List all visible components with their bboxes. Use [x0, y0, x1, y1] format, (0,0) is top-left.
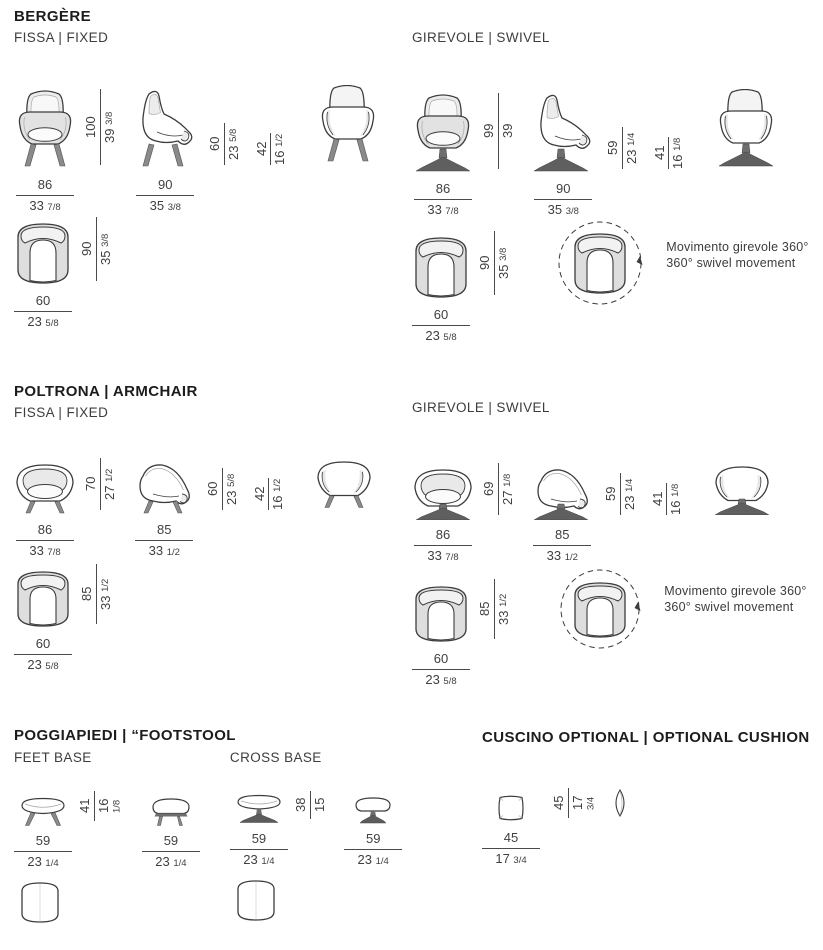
- depth-dimension: [534, 182, 592, 217]
- seat-height-dimension: [204, 468, 240, 510]
- dim-cm: 60: [207, 136, 223, 152]
- height-dimension: [76, 791, 126, 821]
- top-depth-dimension: [78, 217, 114, 281]
- dim-in: 23 1/4: [621, 478, 637, 510]
- footstool-cross-front-view: [230, 794, 288, 867]
- dim-in: 27 1/2: [101, 468, 117, 500]
- dim-cm: 85: [157, 522, 172, 538]
- dim-in: 33 1/2: [148, 542, 180, 558]
- dim-cm: 45: [503, 830, 519, 846]
- footstool-feet-front-drawing: [20, 796, 66, 826]
- dim-in: 39 3/8: [101, 111, 117, 143]
- bergere-swivel-side-drawing: [530, 94, 596, 174]
- armchair-top-view: [14, 569, 72, 672]
- depth-dimension: [142, 834, 200, 869]
- bergere-swivel-top-drawing: [413, 235, 469, 300]
- armchair-side-view: [132, 463, 196, 558]
- footstool-feet-side-view: [142, 796, 200, 869]
- dim-in: 35 3/8: [547, 201, 579, 217]
- height-dimension: [292, 791, 328, 819]
- armrest-height-dimension: [251, 478, 287, 510]
- bergere-back-drawing: [317, 85, 379, 165]
- height-dimension: [550, 788, 600, 818]
- section-armchair-swivel: [412, 400, 807, 687]
- section-bergere-swivel: [412, 30, 809, 343]
- top-depth-dimension: [78, 564, 114, 624]
- dim-in: 16 1/8: [668, 483, 684, 515]
- bergere-swivel-front-view: [412, 94, 474, 217]
- depth-dimension: [344, 832, 402, 867]
- dim-in: 16 1/8: [95, 798, 123, 814]
- top-depth-dimension: [476, 579, 512, 639]
- armrest-height-dimension: [651, 137, 687, 169]
- dim-cm: 38: [292, 797, 308, 813]
- footstool-feet-base-group: [14, 750, 200, 924]
- dim-in: 23 1/4: [357, 851, 389, 867]
- width-dimension: [414, 528, 472, 563]
- dim-in: 27 1/8: [499, 473, 515, 505]
- armrest-height-dimension: [253, 133, 289, 165]
- dim-in: 17 3/4: [569, 795, 597, 811]
- dim-cm: 60: [35, 293, 51, 309]
- seat-height-dimension: [206, 123, 242, 165]
- dim-in: 17 3/4: [495, 850, 527, 866]
- dim-cm: 60: [433, 307, 449, 323]
- dim-cm: 85: [79, 586, 94, 602]
- swivel-movement-note: [666, 239, 808, 272]
- section-title: BERGÈRE: [14, 8, 91, 25]
- dim-in: 33 7/8: [427, 201, 459, 217]
- height-dimension: [480, 463, 516, 515]
- dim-cm: 59: [365, 831, 381, 847]
- swivel-rotation-diagram: [556, 569, 642, 649]
- dim-cm: 90: [158, 177, 173, 193]
- dim-in: 23 5/8: [225, 128, 241, 160]
- dim-in: 23 1/4: [155, 853, 187, 869]
- height-dimension: [480, 93, 516, 169]
- dim-in: 23 1/4: [27, 853, 59, 869]
- dim-cm: 100: [83, 116, 98, 138]
- bergere-side-view: [132, 90, 198, 213]
- dim-cm: 41: [651, 145, 667, 161]
- section-subtitle: FISSA | FIXED: [14, 405, 109, 420]
- cushion-front-view: [482, 793, 540, 866]
- footstool-cross-front-drawing: [236, 794, 282, 824]
- dim-cm: 69: [481, 481, 496, 497]
- section-title: POLTRONA | ARMCHAIR: [14, 383, 198, 400]
- section-bergere-fixed: [14, 8, 379, 329]
- armchair-swivel-front-view: [412, 468, 474, 563]
- top-width-dimension: [412, 652, 470, 687]
- bergere-front-view: [14, 90, 76, 213]
- height-dimension: [82, 89, 118, 165]
- section-title: GIREVOLE | SWIVEL: [412, 30, 550, 45]
- bergere-top-view: [14, 221, 72, 329]
- dim-cm: 90: [556, 181, 571, 197]
- footstool-top-drawing: [234, 879, 278, 922]
- dim-in: 16 1/2: [272, 133, 288, 165]
- armchair-swivel-front-drawing: [412, 468, 474, 520]
- dim-cm: 86: [435, 181, 451, 197]
- armchair-swivel-side-drawing: [530, 468, 594, 520]
- cushion-side-drawing: [614, 788, 626, 818]
- height-dimension: [82, 458, 118, 510]
- section-footstool: [14, 727, 402, 924]
- footstool-feet-front-view: [14, 796, 72, 869]
- dim-cm: 41: [649, 491, 665, 507]
- depth-dimension: [135, 523, 193, 558]
- bergere-swivel-back-drawing: [715, 89, 777, 169]
- footstool-top-drawing: [18, 881, 62, 924]
- width-dimension: [230, 832, 288, 867]
- dim-cm: 70: [83, 476, 98, 492]
- section-subtitle: FISSA | FIXED: [14, 30, 109, 45]
- section-title: GIREVOLE | SWIVEL: [412, 400, 550, 415]
- swivel-rotation-diagram: [556, 221, 644, 305]
- dim-in: 23 5/8: [425, 671, 457, 687]
- armchair-back-drawing: [315, 460, 373, 510]
- dim-cm: 45: [551, 795, 566, 811]
- dim-in: 16 1/8: [670, 137, 686, 169]
- dim-in: 33 1/2: [546, 547, 578, 563]
- dim-cm: 86: [37, 522, 53, 538]
- dim-in: 16 1/2: [270, 478, 286, 510]
- footstool-cross-base-group: [230, 750, 402, 922]
- section-title: CUSCINO OPTIONAL | OPTIONAL CUSHION: [482, 729, 810, 746]
- dim-cm: 60: [35, 636, 51, 652]
- footstool-feet-side-drawing: [149, 796, 193, 826]
- dim-cm: 86: [435, 527, 451, 543]
- width-dimension: [414, 182, 472, 217]
- dim-in: 23 1/4: [623, 132, 639, 164]
- top-depth-dimension: [476, 231, 512, 295]
- cushion-front-drawing: [496, 793, 526, 823]
- dim-cm: 90: [477, 255, 492, 271]
- armchair-swivel-top-view: [412, 584, 470, 687]
- dim-cm: 59: [605, 140, 621, 156]
- width-dimension: [16, 523, 74, 558]
- dim-in: 35 3/8: [149, 197, 181, 213]
- dim-in: 33 7/8: [29, 197, 61, 213]
- width-dimension: [482, 831, 540, 866]
- depth-dimension: [136, 178, 194, 213]
- top-width-dimension: [14, 637, 72, 672]
- dim-cm: 59: [603, 486, 619, 502]
- section-cushion: [482, 729, 810, 866]
- dim-in: 39: [499, 123, 515, 139]
- dim-in: 33 7/8: [427, 547, 459, 563]
- bergere-front-drawing: [14, 90, 76, 170]
- footstool-cross-side-drawing: [352, 796, 394, 824]
- section-armchair-fixed: [14, 383, 373, 672]
- dim-in: 33 7/8: [29, 542, 61, 558]
- dim-in: 33 1/2: [97, 578, 113, 610]
- seat-height-dimension: [604, 127, 640, 169]
- dim-cm: 42: [251, 486, 267, 502]
- dim-in: 35 3/8: [495, 247, 511, 279]
- dim-in: 33 1/2: [495, 593, 511, 625]
- feet-base-label: FEET BASE: [14, 750, 92, 765]
- dim-cm: 59: [35, 833, 51, 849]
- width-dimension: [16, 178, 74, 213]
- bergere-side-drawing: [132, 90, 198, 170]
- depth-dimension: [533, 528, 591, 563]
- dim-cm: 85: [555, 527, 570, 543]
- dim-in: 23 5/8: [425, 327, 457, 343]
- dim-cm: 90: [79, 241, 94, 257]
- dim-in: 23 1/4: [243, 851, 275, 867]
- dim-cm: 42: [253, 141, 269, 157]
- swivel-movement-note: [664, 583, 806, 616]
- armchair-top-drawing: [15, 569, 71, 629]
- armrest-height-dimension: [649, 483, 685, 515]
- armchair-front-view: [14, 463, 76, 558]
- dim-cm: 60: [433, 651, 449, 667]
- swivel-note-line2: 360° swivel movement: [666, 255, 796, 270]
- swivel-note-line1: Movimento girevole 360°: [664, 583, 807, 598]
- dim-in: 23 5/8: [223, 473, 239, 505]
- dim-cm: 86: [37, 177, 53, 193]
- dim-cm: 85: [477, 601, 492, 617]
- bergere-swivel-top-view: [412, 235, 470, 343]
- dim-cm: 99: [481, 123, 496, 139]
- bergere-top-drawing: [15, 221, 71, 286]
- armchair-swivel-top-drawing: [413, 584, 469, 644]
- bergere-swivel-side-view: [530, 94, 596, 217]
- dim-in: 15: [311, 797, 327, 813]
- top-width-dimension: [412, 308, 470, 343]
- width-dimension: [14, 834, 72, 869]
- section-title: POGGIAPIEDI | “FOOTSTOOL: [14, 727, 236, 744]
- seat-height-dimension: [602, 473, 638, 515]
- armchair-swivel-side-view: [530, 468, 594, 563]
- dim-in: 23 5/8: [27, 313, 59, 329]
- cross-base-label: CROSS BASE: [229, 750, 322, 765]
- footstool-cross-side-view: [344, 796, 402, 867]
- swivel-note-line2: 360° swivel movement: [664, 599, 794, 614]
- top-width-dimension: [14, 294, 72, 329]
- armchair-front-drawing: [14, 463, 76, 515]
- swivel-note-line1: Movimento girevole 360°: [666, 239, 809, 254]
- dim-cm: 60: [205, 481, 221, 497]
- dim-cm: 41: [77, 798, 92, 814]
- dim-cm: 59: [163, 833, 179, 849]
- dim-cm: 59: [251, 831, 267, 847]
- armchair-swivel-back-drawing: [713, 465, 771, 515]
- armchair-side-drawing: [132, 463, 196, 515]
- bergere-swivel-front-drawing: [412, 94, 474, 174]
- dim-in: 35 3/8: [97, 233, 113, 265]
- dim-in: 23 5/8: [27, 656, 59, 672]
